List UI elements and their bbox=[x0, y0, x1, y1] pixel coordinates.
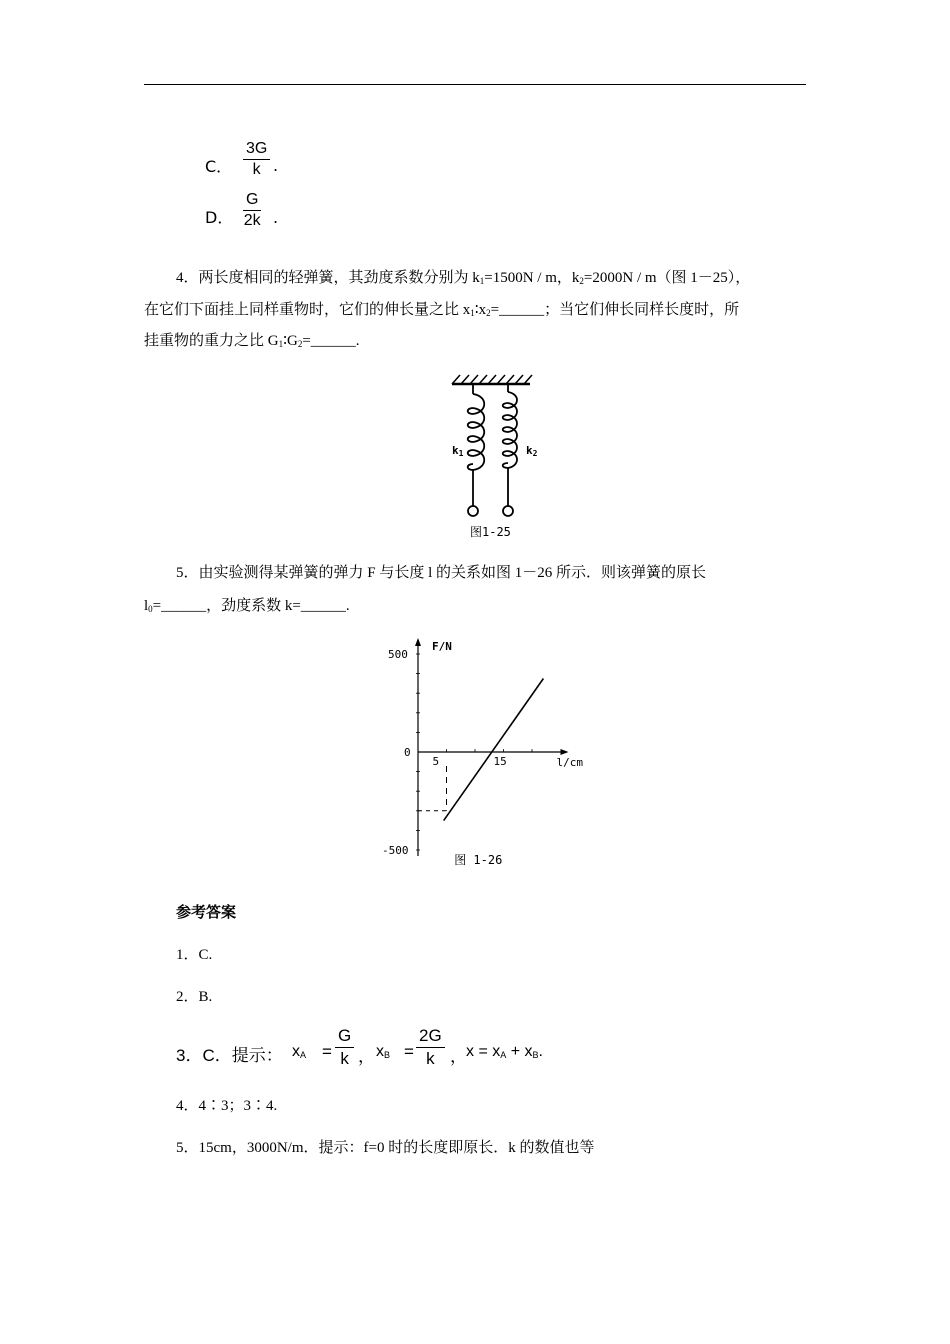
k1-label: k1 bbox=[452, 444, 464, 458]
y-tick-label-neg500: -500 bbox=[382, 844, 409, 857]
figure-1-26-chart bbox=[370, 632, 610, 872]
answer-3-prefix: 3．C．提示： bbox=[176, 1046, 283, 1065]
answer-3-f1-num: G bbox=[335, 1026, 354, 1048]
figure-1-25 bbox=[440, 370, 550, 542]
answer-5: 5．15cm，3000N/m．提示：f=0 时的长度即原长．k 的数值也等 bbox=[176, 1140, 595, 1156]
option-d-denominator: 2k bbox=[243, 212, 261, 229]
q5-line1: 5．由实验测得某弹簧的弹力 F 与长度 l 的关系如图 1－26 所示．则该弹簧的原长 bbox=[176, 565, 707, 581]
spring-k1 bbox=[468, 384, 485, 516]
option-c-fraction bbox=[243, 140, 270, 179]
answer-3-xa: $x_A$ bbox=[292, 1043, 307, 1060]
answer-3-sum: $x = x_A + x_B$. bbox=[466, 1043, 543, 1060]
series-line-F-l bbox=[444, 679, 544, 821]
spring-k2 bbox=[503, 384, 517, 516]
chart-title: 图 1-26 bbox=[454, 853, 503, 867]
answer-3-fraction-2 bbox=[416, 1026, 445, 1069]
answer-3-xb: $x_B$ bbox=[376, 1043, 391, 1060]
answer-3-fraction-1 bbox=[335, 1026, 354, 1069]
fig125-caption: 图1-25 bbox=[470, 525, 511, 539]
y-tick-label-0: 0 bbox=[404, 746, 411, 759]
option-c-end: . bbox=[273, 156, 279, 175]
ceiling-hatch bbox=[452, 375, 532, 384]
answer-3-eq1: = bbox=[322, 1042, 332, 1061]
answer-3-f2-den: k bbox=[426, 1049, 435, 1068]
answer-4: 4．4∶3；3∶4. bbox=[176, 1098, 278, 1114]
answer-3-f2-num: 2G bbox=[416, 1026, 445, 1048]
answer-3-sep2: ， bbox=[450, 1047, 467, 1066]
q4-line3: 挂重物的重力之比 $G_1∶G_2=\_\_\_\_\_\_$. bbox=[144, 333, 360, 349]
answer-1: 1．C. bbox=[176, 947, 213, 963]
option-d-fraction bbox=[243, 191, 261, 230]
option-d-label: D． bbox=[205, 208, 234, 227]
header-rule bbox=[144, 84, 806, 85]
y-axis-arrow bbox=[415, 638, 421, 646]
answer-3-sep1: ， bbox=[358, 1047, 375, 1066]
option-c-denominator: k bbox=[252, 161, 261, 178]
x-axis-label: l/cm bbox=[556, 756, 583, 769]
option-c-numerator: 3G bbox=[243, 140, 270, 160]
q4-line1: 4．两长度相同的轻弹簧，其劲度系数分别为 $k_1=1500N / m$，$k_2=2000N / m$（图 1－25）， bbox=[176, 270, 751, 286]
y-tick-label-500: 500 bbox=[388, 648, 408, 661]
answers-heading: 参考答案 bbox=[176, 905, 237, 921]
option-c-label: C． bbox=[205, 157, 233, 176]
y-axis-label: F/N bbox=[432, 640, 452, 653]
answer-3-eq2: = bbox=[404, 1042, 414, 1061]
option-d-numerator: G bbox=[243, 191, 261, 211]
k2-label: k2 bbox=[526, 444, 538, 458]
option-d-end: . bbox=[273, 208, 279, 227]
x-tick-label-5: 5 bbox=[432, 755, 440, 768]
x-axis-arrow bbox=[561, 749, 569, 755]
q4-line2: 在它们下面挂上同样重物时，它们的伸长量之比 $x_1∶x_2=\_\_\_\_\_\_$；当它们伸长同样长度时，所 bbox=[144, 302, 740, 318]
answer-2: 2．B. bbox=[176, 989, 213, 1005]
x-tick-label-15: 15 bbox=[493, 755, 507, 768]
answer-3-f1-den: k bbox=[340, 1049, 349, 1068]
q5-line2: $l_0=\_\_\_\_\_\_$，劲度系数 k=______. bbox=[144, 598, 350, 614]
